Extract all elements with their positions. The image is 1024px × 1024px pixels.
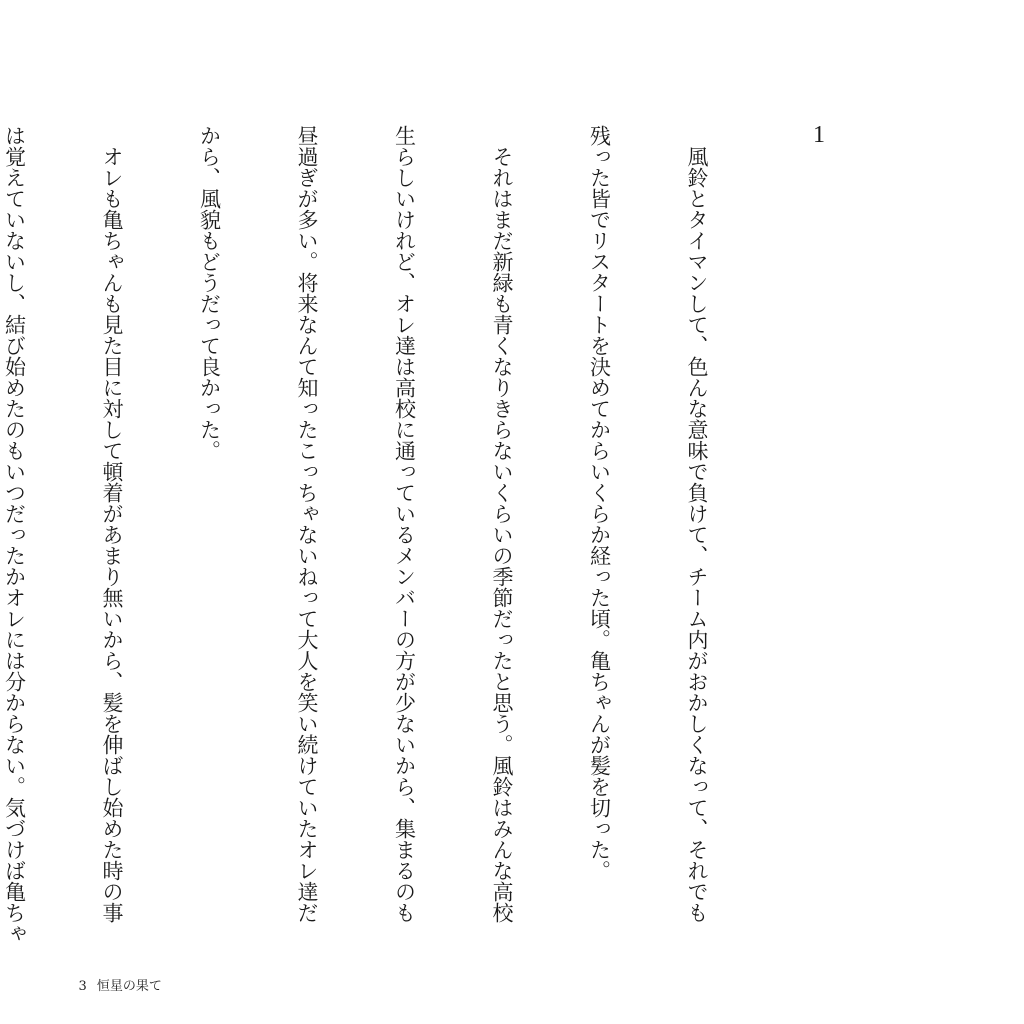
text-line: は覚えていないし、結び始めたのもいつだったかオレには分からない。気づけば亀ちゃ (2, 125, 27, 944)
page-number: 3 (78, 979, 87, 994)
text-line: 生らしいけれど、オレ達は高校に通っているメンバーの方が少ないから、集まるのも (392, 125, 417, 923)
text-line: オレも亀ちゃんも見た目に対して頓着があまり無いから、髪を伸ばし始めた時の事 (100, 125, 124, 923)
text-line: から、風貌もどうだって良かった。 (197, 125, 222, 461)
chapter-number: 1 (813, 122, 825, 148)
text-line: 風鈴とタイマンして、色んな意味で負けて、チーム内がおかしくなって、それでも (685, 125, 709, 923)
book-title: 恒星の果て (96, 979, 162, 994)
vertical-body-text (0, 125, 778, 944)
text-line: 残った皆でリスタートを決めてからいくらか経った頃。亀ちゃんが髪を切った。 (587, 125, 612, 881)
text-line: 昼過ぎが多い。将来なんて知ったこっちゃないねって大人を笑い続けていたオレ達だ (295, 125, 319, 923)
text-line: それはまだ新緑も青くなりきらないくらいの季節だったと思う。風鈴はみんな高校 (490, 125, 514, 923)
page-footer (62, 963, 162, 1011)
